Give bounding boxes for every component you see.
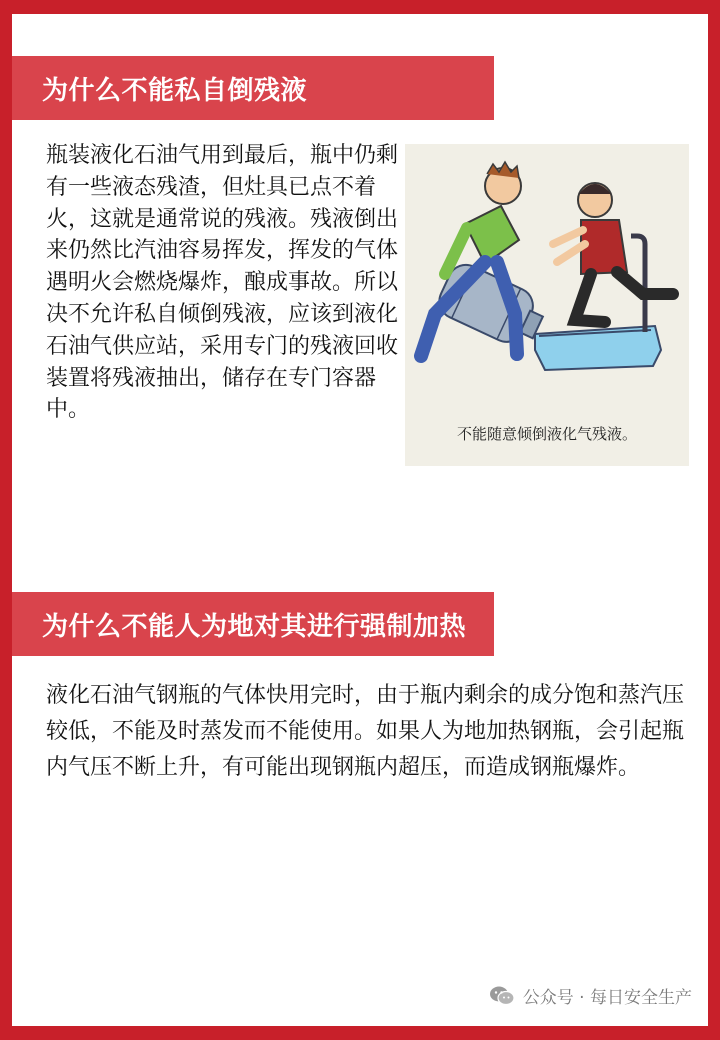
section-body-forced-heating: 液化石油气钢瓶的气体快用完时，由于瓶内剩余的成分饱和蒸汽压较低，不能及时蒸发而不能使用。如果人为地加热钢瓶，会引起瓶内气压不断上升，有可能出现钢瓶内超压，而造成钢瓶爆炸。 — [46, 683, 685, 780]
watermark-text: 公众号 · 每日安全生产 — [522, 988, 692, 1008]
wechat-icon — [489, 985, 515, 1007]
section-heading-forced-heating: 为什么不能人为地对其进行强制加热 — [12, 592, 494, 656]
cartoon-illustration — [405, 144, 689, 466]
section-heading-residual-liquid: 为什么不能私自倒残液 — [12, 56, 494, 120]
illustration-pouring-residue — [405, 144, 689, 466]
page-frame — [12, 14, 708, 1026]
watermark — [489, 983, 692, 1008]
section-body-residual-liquid: 瓶装液化石油气用到最后，瓶中仍剩有一些液态残渣，但灶具已点不着火，这就是通常说的残液。残液倒出来仍然比汽油容易挥发，挥发的气体遇明火会燃烧爆炸，酿成事故。所以决不允许私自倾倒残液，应该到液化石油气供应站，采用专门的残液回收装置将残液抽出，储存在专门容器中。 — [46, 143, 399, 423]
illustration-caption: 不能随意倾倒液化气残液。 — [456, 425, 637, 443]
